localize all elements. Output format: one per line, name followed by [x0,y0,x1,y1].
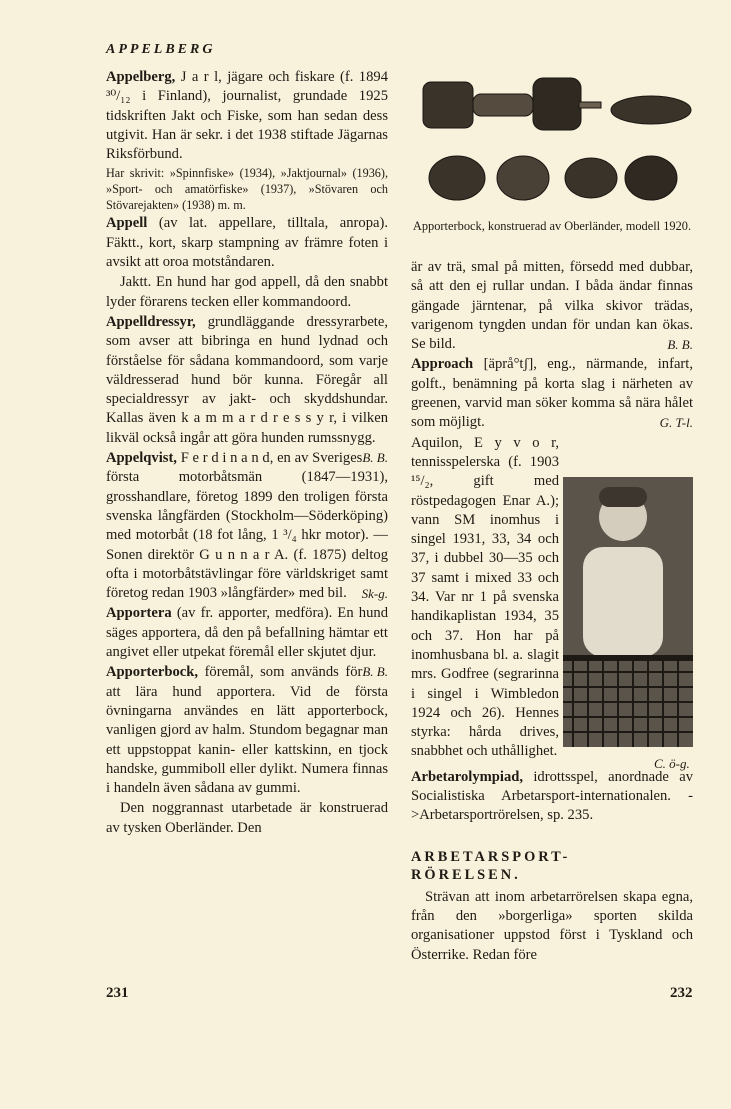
entry-appelqvist: Appelqvist, F e r d i n a n d, en av Sveriges första motorbåtsmän (1847—1931), grosshandlare, företog 1899 den troligen första svenska långfärden (Stockholm—Söderköping) med motorbåt (18 fot lång, 1 ³/₄ hkr motor). — Sonen direktör G u n n a r A. (f. 1875) deltog ofta i motorbåtstävlingar före världskriget samt företog redan 1903 »långfärder» med bil. Sk-g. [106,449,388,603]
apporterbock-drawing [411,66,693,216]
page-number-right: 232 [670,985,693,1001]
photo-credit: C. ö-g. [654,756,690,771]
entry-apportera: Apportera (av fr. apporter, medföra). En hund säges apportera, då den på befallning hämtar ett angivet eller utpekat föremål eller skjutet djur. B. B. [106,604,388,662]
signature: Sk-g. [361,586,388,602]
figure-caption: Apporterbock, konstruerad av Oberländer, modell 1920. [412,219,692,233]
signature: B. B. [362,450,388,466]
entry-appelldressyr: Appelldressyr, grundläggande dressyrarbete, som avser att bibringa en hund lydnad och förståelse för sådana kommandoord, som varje väldresserad hund bör kunna. Föregår all specialdressyr av jakt- och skyddshundar. Kallas även k a m m a r d r e s s y r, i vilken likväl också ingår att göra hunden rumssnygg. B. B. [106,313,388,448]
section-heading: ARBETARSPORT- RÖRELSEN. [411,848,571,883]
entry-appell: Appell (av lat. appellare, tilltala, anropa). Fäktt., kort, skarp stampning av främre foten i avsikt att oroa motståndaren. [106,215,388,271]
entry-appelberg-bibliography: Har skrivit: »Spinnfiske» (1934), »Jaktjournal» (1936), »Sport- och amatörfiske» (1937), »Stövaren och Stövarejakten» (1938) m. m. [106,166,388,213]
left-column [106,68,388,839]
entry-aquilon: Aquilon, E y v o r, tennisspelerska (f. 1903 ¹⁵/₂, gift med röstpedagogen Enar A.); vann SM inomhus i singel 1931, 33, 34 och 37, i dubbel 30—35 och 37 samt i mixed 33 och 34. Var nr 1 på svenska handikaplistan 1934, 35 och 37. Hon har på inomhusbana bl. a. slagit mrs. Godfree (segrarinna i singel i Wimbledon 1924 och 26). Hennes styrka: hårda drives, snabbhet och uthållighet. [411,434,559,760]
running-head: APPELBERG [106,42,216,57]
entry-arbetarolympiad: Arbetarolympiad, idrottsspel, anordnade av Socialistiska Arbetarsport-internationalen. ->Arbetarsportrörelsen, sp. 235. [411,768,693,824]
aquilon-photo [563,477,693,747]
entry-appelberg: Appelberg, J a r l, jägare och fiskare (f. 1894 ³⁰/₁₂ i Finland), journalist, grundade 1925 tidskriften Jakt och Fiske, som han sedan dess utgivit. Han är sekr. i det 1938 stiftade Jägarnas Riksförbund. [106,69,388,163]
entry-apporterbock-end: är av trä, smal på mitten, försedd med dubbar, så att den ej rullar undan. I båda ändar finnas gängade järntenar, på vilka skivor trädas, varigenom tyngden undan för undan kan ökas. Se bild. B. B. [411,258,693,354]
entry-apporterbock: Apporterbock, föremål, som används för att lära hund apportera. Vid de första övningarna användes en lätt apporterbock, vanligen gjord av halm. Stundom begagnar man ett uppstoppat kanin- eller kattskinn, en tjock handske, gummiboll eller dylikt. Numera finnas i handeln även sådana av gummi. [106,664,388,797]
signature: B. B. [362,664,388,680]
entry-appell-jakt: Jaktt. En hund har god appell, då den snabbt lyder förarens tecken eller kommandoord. [106,274,388,310]
page-number-left: 231 [106,985,129,1001]
signature: G. T-l. [659,415,693,431]
signature: B. B. [667,337,693,353]
entry-approach: Approach [äprå°tʃ], eng., närmande, infart, golft., benämning på korta slag i närheten av greenen, varvid man söker komma så nära hålet som möjligt. G. T-l. [411,355,693,432]
section-body: Strävan att inom arbetarrörelsen skapa egna, från den »borgerliga» sporten skilda organisationer uppstod först i Tyskland och Österrike. Redan före [411,888,693,963]
entry-apporterbock-cont: Den noggrannast utarbetade är konstruerad av tysken Oberländer. Den [106,800,388,836]
portrait-image [563,477,693,747]
